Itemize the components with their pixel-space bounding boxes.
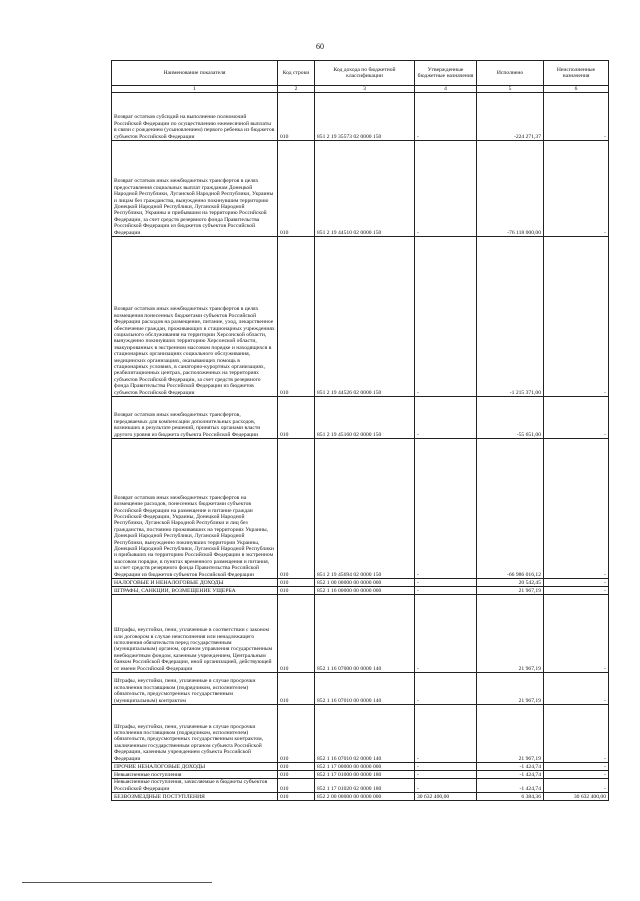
row-kbk: 852 2 00 00000 00 0000 000 (315, 793, 415, 801)
row-code: 010 (278, 673, 315, 705)
table-row (112, 595, 609, 673)
row-approved: - (415, 579, 477, 587)
row-code: 010 (278, 779, 315, 793)
row-executed: -1 424,74 (477, 771, 544, 779)
row-approved: - (415, 673, 477, 705)
row-executed: 6 384,36 (477, 793, 544, 801)
table-row (112, 579, 609, 587)
row-code: 010 (278, 237, 315, 397)
column-number: 4 (415, 86, 477, 93)
row-code: 010 (278, 587, 315, 595)
row-executed: 21 967,19 (477, 587, 544, 595)
row-code: 010 (278, 579, 315, 587)
row-code: 010 (278, 439, 315, 579)
row-kbk: 851 2 19 35573 02 0000 150 (315, 93, 415, 141)
row-executed: 21 967,19 (477, 595, 544, 673)
row-unexecuted: - (544, 673, 609, 705)
table-row (112, 93, 609, 141)
row-unexecuted: - (544, 771, 609, 779)
row-approved: - (415, 397, 477, 439)
row-executed: -66 986 016,12 (477, 439, 544, 579)
row-approved: - (415, 439, 477, 579)
row-approved: - (415, 779, 477, 793)
row-unexecuted: - (544, 763, 609, 771)
row-kbk: 851 2 19 44526 02 0000 150 (315, 237, 415, 397)
table-row (112, 141, 609, 237)
table-row (112, 779, 609, 793)
row-approved: - (415, 587, 477, 595)
table-row (112, 771, 609, 779)
row-name: Невыясненные поступления (112, 771, 278, 779)
header-name: Наименование показателя (112, 61, 278, 86)
report-body (112, 93, 609, 801)
row-name: ПРОЧИЕ НЕНАЛОГОВЫЕ ДОХОДЫ (112, 763, 278, 771)
table-row (112, 763, 609, 771)
row-approved: - (415, 771, 477, 779)
row-approved: - (415, 763, 477, 771)
column-number: 6 (544, 86, 609, 93)
row-kbk: 851 2 19 45694 02 0000 150 (315, 439, 415, 579)
row-kbk: 852 1 17 01020 02 0000 180 (315, 779, 415, 793)
row-approved: - (415, 141, 477, 237)
row-unexecuted: - (544, 237, 609, 397)
column-number-row (112, 86, 609, 93)
row-executed: 21 967,19 (477, 673, 544, 705)
row-kbk: 851 2 19 45160 02 0000 150 (315, 397, 415, 439)
table-row (112, 237, 609, 397)
header-row (112, 61, 609, 86)
column-number: 3 (315, 86, 415, 93)
table-row (112, 439, 609, 579)
row-kbk: 852 1 17 00000 00 0000 000 (315, 763, 415, 771)
row-name: Штрафы, неустойки, пени, уплаченные в случае просрочки исполнения поставщиком (подрядчиком, исполнителем) обязательств, предусмотренных государственным (муниципальным) контрактом (112, 673, 278, 705)
row-unexecuted: - (544, 579, 609, 587)
header-executed: Исполнено (477, 61, 544, 86)
table-row (112, 673, 609, 705)
row-unexecuted: 30 632 400,00 (544, 793, 609, 801)
row-approved: - (415, 705, 477, 763)
row-unexecuted: - (544, 587, 609, 595)
row-approved: 30 632 400,00 (415, 793, 477, 801)
row-unexecuted: - (544, 705, 609, 763)
row-kbk: 851 2 19 44510 02 0000 150 (315, 141, 415, 237)
row-executed: 21 967,19 (477, 705, 544, 763)
row-kbk: 852 1 17 01000 00 0000 180 (315, 771, 415, 779)
row-kbk: 852 1 16 07010 00 0000 140 (315, 673, 415, 705)
row-kbk: 852 1 16 07000 00 0000 140 (315, 595, 415, 673)
row-name: Возврат остатков иных межбюджетных трансфертов в целях возмещения понесенных бюджетами субъектов Российской Федерации расходов на размещение, питание, уход, лекарственное обеспечение граждан, проживающих в стационарных учреждениях социального обслуживания на территории Херсонской области, вынужденно покинувших территорию Херсонской области, эвакуированных в экстренном массовом порядке и находящихся в стационарных организациях социального обслуживания, медицинских организациях, оказывающих помощь в стационарных условиях, в санаторно-курортных организациях, реабилитационных центрах, расположенных на территориях субъектов Российской Федерации, за счет средств резервного фонда Правительства Российской Федерации из бюджетов субъектов Российской Федерации (112, 237, 278, 397)
header-unexecuted: Неисполненные назначения (544, 61, 609, 86)
row-unexecuted: - (544, 595, 609, 673)
row-kbk: 852 1 16 00000 00 0000 000 (315, 587, 415, 595)
row-name: Возврат остатков субсидий на выполнение полномочий Российской Федерации по осуществлению ежемесячной выплаты в связи с рождением (усыновлением) первого ребенка из бюджетов субъектов Российской Федерации (112, 93, 278, 141)
footer-divider (22, 882, 212, 883)
table-row (112, 705, 609, 763)
row-name: Возврат остатков иных межбюджетных трансфертов на возмещение расходов, понесенных бюджетами субъектов Российской Федерации на размещение и питание граждан Российской Федерации, Украины, Донецкой Народной Республики, Луганской Народной Республики и лиц без гражданства, постоянно проживавших на территориях Украины, Донецкой Народной Республики, Луганской Народной Республики, вынужденно покинувших территории Украины, Донецкой Народной Республики, Луганской Народной Республики и прибывших на территорию Российской Федерации в экстренном массовом порядке, в пунктах временного размещения и питания, за счет средств резервного фонда Правительства Российской Федерации из бюджетов субъектов Российской Федерации (112, 439, 278, 579)
row-name: Штрафы, неустойки, пени, уплаченные в соответствии с законом или договором в случае неисполнения или ненадлежащего исполнения обязательств перед государственным (муниципальным) органом, органом управления государственным внебюджетным фондом, казенным учреждением, Центральным банком Российской Федерации, иной организацией, действующей от имени Российской Федерации (112, 595, 278, 673)
table-row (112, 587, 609, 595)
row-approved: - (415, 93, 477, 141)
row-unexecuted: - (544, 141, 609, 237)
row-code: 010 (278, 93, 315, 141)
row-executed: -1 215 371,00 (477, 237, 544, 397)
row-code: 010 (278, 793, 315, 801)
row-code: 010 (278, 763, 315, 771)
row-code: 010 (278, 595, 315, 673)
table-row (112, 397, 609, 439)
row-name: Штрафы, неустойки, пени, уплаченные в случае просрочки исполнения поставщиком (подрядчиком, исполнителем) обязательств, предусмотренных государственным контрактом, заключенным государственным органом субъекта Российской Федерации, казенным учреждением субъекта Российской Федерации (112, 705, 278, 763)
row-name: Возврат остатков иных межбюджетных трансфертов, передаваемых для компенсации дополнительных расходов, возникших в результате решений, принятых органами власти другого уровня из бюджета субъекта Российской Федерации (112, 397, 278, 439)
header-approved: Утвержденные бюджетные назначения (415, 61, 477, 86)
row-kbk: 852 1 00 00000 00 0000 000 (315, 579, 415, 587)
row-executed: 20 542,45 (477, 579, 544, 587)
row-code: 010 (278, 771, 315, 779)
row-executed: -76 118 000,00 (477, 141, 544, 237)
column-number: 2 (278, 86, 315, 93)
page-number: 60 (316, 42, 324, 51)
row-name: НАЛОГОВЫЕ И НЕНАЛОГОВЫЕ ДОХОДЫ (112, 579, 278, 587)
row-code: 010 (278, 397, 315, 439)
column-number: 5 (477, 86, 544, 93)
row-approved: - (415, 595, 477, 673)
row-name: БЕЗВОЗМЕЗДНЫЕ ПОСТУПЛЕНИЯ (112, 793, 278, 801)
row-approved: - (415, 237, 477, 397)
row-unexecuted: - (544, 93, 609, 141)
report-table (111, 60, 609, 801)
table-row (112, 793, 609, 801)
row-code: 010 (278, 141, 315, 237)
row-unexecuted: - (544, 397, 609, 439)
row-executed: -224 271,37 (477, 93, 544, 141)
row-executed: -55 651,00 (477, 397, 544, 439)
header-code: Код строки (278, 61, 315, 86)
row-name: Невыясненные поступления, зачисляемые в бюджеты субъектов Российской Федерации (112, 779, 278, 793)
row-unexecuted: - (544, 439, 609, 579)
row-code: 010 (278, 705, 315, 763)
column-number: 1 (112, 86, 278, 93)
row-name: Возврат остатков иных межбюджетных трансфертов в целях предоставления социальных выплат гражданам Донецкой Народной Республики, Луганской Народной Республики, Украины и лицам без гражданства, вынужденно покинувшим территорию Донецкой Народной Республики, Луганской Народной Республики, Украины и прибывшим на территорию Российской Федерации, за счет средств резервного фонда Правительства Российской Федерации из бюджетов субъектов Российской Федерации (112, 141, 278, 237)
row-unexecuted: - (544, 779, 609, 793)
row-name: ШТРАФЫ, САНКЦИИ, ВОЗМЕЩЕНИЕ УЩЕРБА (112, 587, 278, 595)
row-executed: -1 424,74 (477, 763, 544, 771)
header-kbk: Код дохода по бюджетной классификации (315, 61, 415, 86)
row-kbk: 852 1 16 07010 02 0000 140 (315, 705, 415, 763)
row-executed: -1 424,74 (477, 779, 544, 793)
